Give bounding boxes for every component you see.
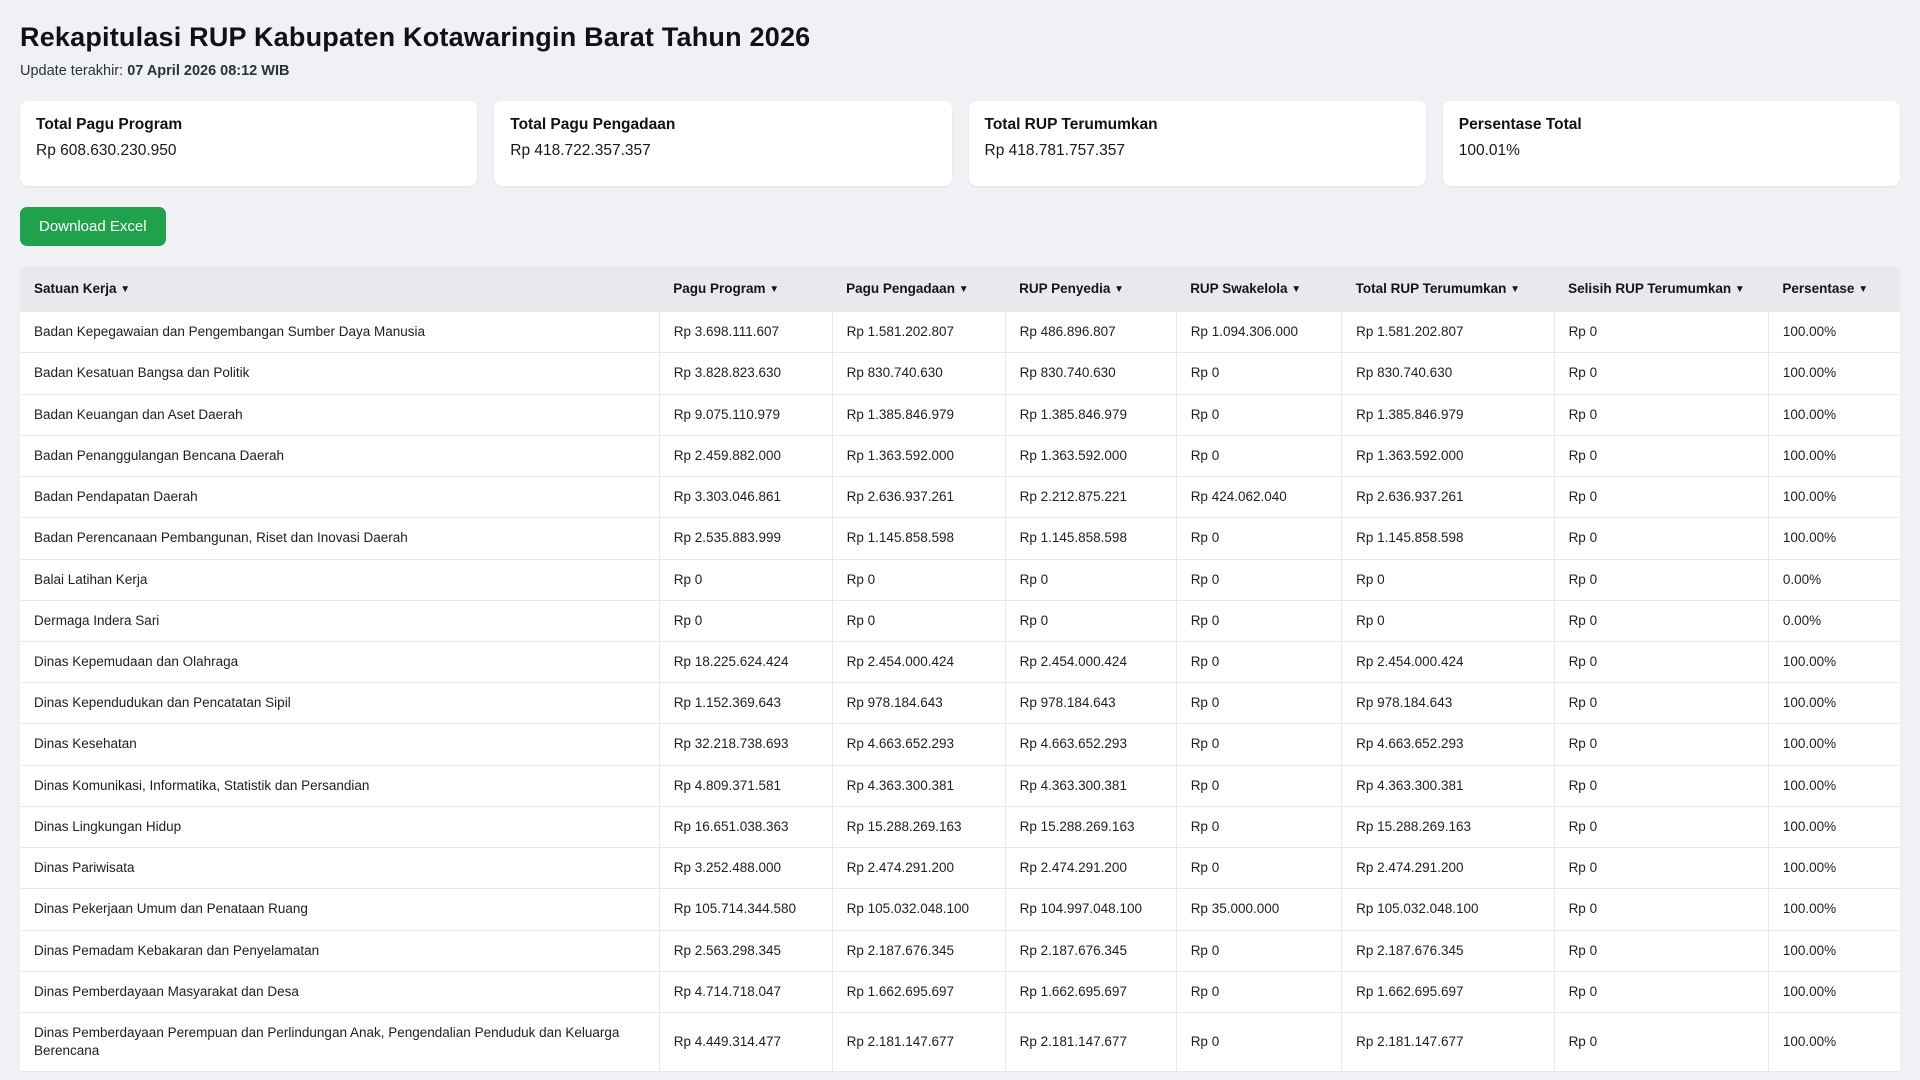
cell-pagu-pengadaan: Rp 4.363.300.381 (832, 765, 1005, 806)
cell-pagu-pengadaan: Rp 1.363.592.000 (832, 435, 1005, 476)
sort-desc-icon: ▼ (120, 284, 131, 295)
cell-total-rup-terumumkan: Rp 2.454.000.424 (1342, 641, 1554, 682)
cell-total-rup-terumumkan: Rp 1.581.202.807 (1342, 312, 1554, 353)
cell-persentase: 100.00% (1768, 518, 1900, 559)
cell-rup-penyedia: Rp 830.740.630 (1005, 353, 1176, 394)
cell-rup-penyedia: Rp 4.663.652.293 (1005, 724, 1176, 765)
table-row (20, 518, 1900, 559)
table-body (20, 312, 1900, 1072)
column-header-pagu-program[interactable] (659, 267, 832, 312)
cell-selisih-rup-terumumkan: Rp 0 (1554, 641, 1768, 682)
cell-selisih-rup-terumumkan: Rp 0 (1554, 559, 1768, 600)
cell-pagu-program: Rp 3.698.111.607 (659, 312, 832, 353)
table-row (20, 435, 1900, 476)
column-header-label: Total RUP Terumumkan (1355, 281, 1511, 296)
cell-rup-penyedia: Rp 2.474.291.200 (1005, 848, 1176, 889)
cell-rup-swakelola: Rp 0 (1176, 806, 1341, 847)
column-header-label: Pagu Program (673, 281, 770, 296)
cell-pagu-program: Rp 0 (659, 559, 832, 600)
cell-rup-swakelola: Rp 0 (1176, 1012, 1341, 1071)
column-header-label: RUP Swakelola (1190, 281, 1292, 296)
cell-pagu-pengadaan: Rp 978.184.643 (832, 683, 1005, 724)
last-update-line (20, 63, 1900, 79)
card-value: 100.01% (1458, 142, 1520, 159)
cell-pagu-program: Rp 4.809.371.581 (659, 765, 832, 806)
card-total-pagu-pengadaan (494, 101, 951, 186)
cell-persentase: 100.00% (1768, 724, 1900, 765)
cell-persentase: 100.00% (1768, 394, 1900, 435)
cell-satuan-kerja: Badan Keuangan dan Aset Daerah (20, 394, 659, 435)
cell-rup-swakelola: Rp 0 (1176, 353, 1341, 394)
cell-total-rup-terumumkan: Rp 2.187.676.345 (1342, 930, 1554, 971)
cell-pagu-program: Rp 4.714.718.047 (659, 971, 832, 1012)
column-header-persentase[interactable] (1768, 267, 1900, 312)
cell-selisih-rup-terumumkan: Rp 0 (1554, 930, 1768, 971)
table-row (20, 559, 1900, 600)
column-header-rup-swakelola[interactable] (1176, 267, 1341, 312)
cell-rup-penyedia: Rp 0 (1005, 559, 1176, 600)
cell-persentase: 0.00% (1768, 559, 1900, 600)
cell-satuan-kerja: Badan Kepegawaian dan Pengembangan Sumber Daya Manusia (20, 312, 659, 353)
card-label: Total Pagu Pengadaan (510, 116, 676, 133)
cell-rup-swakelola: Rp 0 (1176, 641, 1341, 682)
rup-table (20, 267, 1900, 1072)
cell-pagu-pengadaan: Rp 1.145.858.598 (832, 518, 1005, 559)
cell-satuan-kerja: Balai Latihan Kerja (20, 559, 659, 600)
cell-selisih-rup-terumumkan: Rp 0 (1554, 724, 1768, 765)
cell-selisih-rup-terumumkan: Rp 0 (1554, 353, 1768, 394)
cell-selisih-rup-terumumkan: Rp 0 (1554, 518, 1768, 559)
card-value: Rp 418.722.357.357 (510, 142, 651, 159)
column-header-pagu-pengadaan[interactable] (832, 267, 1005, 312)
table-row (20, 971, 1900, 1012)
column-header-selisih-rup-terumumkan[interactable] (1554, 267, 1768, 312)
cell-pagu-pengadaan: Rp 2.187.676.345 (832, 930, 1005, 971)
card-value: Rp 608.630.230.950 (36, 142, 177, 159)
cell-selisih-rup-terumumkan: Rp 0 (1554, 683, 1768, 724)
cell-rup-swakelola: Rp 0 (1176, 600, 1341, 641)
cell-satuan-kerja: Badan Penanggulangan Bencana Daerah (20, 435, 659, 476)
card-persentase-total (1443, 101, 1900, 186)
cell-rup-penyedia: Rp 1.662.695.697 (1005, 971, 1176, 1012)
table-row (20, 353, 1900, 394)
cell-pagu-program: Rp 0 (659, 600, 832, 641)
column-header-label: Satuan Kerja (34, 281, 121, 296)
cell-total-rup-terumumkan: Rp 4.363.300.381 (1342, 765, 1554, 806)
cell-rup-swakelola: Rp 0 (1176, 765, 1341, 806)
cell-pagu-pengadaan: Rp 830.740.630 (832, 353, 1005, 394)
cell-pagu-program: Rp 32.218.738.693 (659, 724, 832, 765)
table-row (20, 1012, 1900, 1071)
cell-rup-penyedia: Rp 2.212.875.221 (1005, 477, 1176, 518)
cell-pagu-program: Rp 2.535.883.999 (659, 518, 832, 559)
cell-selisih-rup-terumumkan: Rp 0 (1554, 394, 1768, 435)
cell-pagu-pengadaan: Rp 1.662.695.697 (832, 971, 1005, 1012)
cell-persentase: 100.00% (1768, 477, 1900, 518)
cell-pagu-pengadaan: Rp 2.636.937.261 (832, 477, 1005, 518)
sort-desc-icon: ▼ (1510, 284, 1521, 295)
cell-rup-penyedia: Rp 4.363.300.381 (1005, 765, 1176, 806)
cell-rup-penyedia: Rp 1.145.858.598 (1005, 518, 1176, 559)
table-row (20, 765, 1900, 806)
column-header-label: Persentase (1782, 281, 1859, 296)
card-total-rup-terumumkan (969, 101, 1426, 186)
cell-rup-penyedia: Rp 1.385.846.979 (1005, 394, 1176, 435)
cell-pagu-pengadaan: Rp 2.454.000.424 (832, 641, 1005, 682)
table-row (20, 724, 1900, 765)
cell-rup-swakelola: Rp 0 (1176, 394, 1341, 435)
sort-desc-icon: ▼ (1734, 284, 1745, 295)
table-row (20, 930, 1900, 971)
cell-rup-swakelola: Rp 1.094.306.000 (1176, 312, 1341, 353)
cell-pagu-pengadaan: Rp 2.474.291.200 (832, 848, 1005, 889)
cell-persentase: 0.00% (1768, 600, 1900, 641)
table-row (20, 477, 1900, 518)
cell-satuan-kerja: Dinas Pariwisata (20, 848, 659, 889)
cell-satuan-kerja: Dinas Komunikasi, Informatika, Statistik dan Persandian (20, 765, 659, 806)
cell-pagu-pengadaan: Rp 1.581.202.807 (832, 312, 1005, 353)
cell-satuan-kerja: Dinas Pekerjaan Umum dan Penataan Ruang (20, 889, 659, 930)
cell-total-rup-terumumkan: Rp 0 (1342, 559, 1554, 600)
table-row (20, 806, 1900, 847)
cell-total-rup-terumumkan: Rp 105.032.048.100 (1342, 889, 1554, 930)
cell-satuan-kerja: Dinas Kependudukan dan Pencatatan Sipil (20, 683, 659, 724)
cell-pagu-program: Rp 16.651.038.363 (659, 806, 832, 847)
cell-pagu-pengadaan: Rp 0 (832, 600, 1005, 641)
cell-selisih-rup-terumumkan: Rp 0 (1554, 971, 1768, 1012)
column-header-label: Pagu Pengadaan (846, 281, 959, 296)
cell-pagu-program: Rp 1.152.369.643 (659, 683, 832, 724)
sort-desc-icon: ▼ (958, 284, 969, 295)
cell-rup-penyedia: Rp 1.363.592.000 (1005, 435, 1176, 476)
cell-persentase: 100.00% (1768, 971, 1900, 1012)
cell-total-rup-terumumkan: Rp 1.385.846.979 (1342, 394, 1554, 435)
cell-selisih-rup-terumumkan: Rp 0 (1554, 889, 1768, 930)
table-row (20, 683, 1900, 724)
sort-desc-icon: ▼ (1858, 284, 1869, 295)
table-row (20, 848, 1900, 889)
cell-rup-swakelola: Rp 0 (1176, 683, 1341, 724)
cell-pagu-program: Rp 3.303.046.861 (659, 477, 832, 518)
cell-persentase: 100.00% (1768, 353, 1900, 394)
table-row (20, 312, 1900, 353)
cell-satuan-kerja: Dinas Pemadam Kebakaran dan Penyelamatan (20, 930, 659, 971)
rup-table-container (20, 267, 1900, 1072)
cell-satuan-kerja: Dinas Kepemudaan dan Olahraga (20, 641, 659, 682)
sort-desc-icon: ▼ (1291, 284, 1302, 295)
card-label: Total Pagu Program (36, 116, 183, 133)
cell-persentase: 100.00% (1768, 1012, 1900, 1071)
cell-persentase: 100.00% (1768, 889, 1900, 930)
cell-satuan-kerja: Dinas Pemberdayaan Perempuan dan Perlindungan Anak, Pengendalian Penduduk dan Keluarga Berencana (20, 1012, 659, 1071)
cell-rup-penyedia: Rp 2.454.000.424 (1005, 641, 1176, 682)
column-header-label: RUP Penyedia (1019, 281, 1115, 296)
cell-total-rup-terumumkan: Rp 2.636.937.261 (1342, 477, 1554, 518)
cell-pagu-program: Rp 2.563.298.345 (659, 930, 832, 971)
cell-pagu-pengadaan: Rp 4.663.652.293 (832, 724, 1005, 765)
sort-desc-icon: ▼ (1114, 284, 1125, 295)
cell-persentase: 100.00% (1768, 848, 1900, 889)
cell-rup-swakelola: Rp 0 (1176, 848, 1341, 889)
cell-rup-penyedia: Rp 2.181.147.677 (1005, 1012, 1176, 1071)
table-row (20, 600, 1900, 641)
cell-pagu-pengadaan: Rp 0 (832, 559, 1005, 600)
cell-rup-penyedia: Rp 0 (1005, 600, 1176, 641)
sort-desc-icon: ▼ (769, 284, 780, 295)
summary-cards (20, 101, 1900, 186)
cell-pagu-pengadaan: Rp 105.032.048.100 (832, 889, 1005, 930)
cell-persentase: 100.00% (1768, 683, 1900, 724)
cell-rup-penyedia: Rp 104.997.048.100 (1005, 889, 1176, 930)
cell-rup-penyedia: Rp 15.288.269.163 (1005, 806, 1176, 847)
cell-rup-swakelola: Rp 0 (1176, 930, 1341, 971)
cell-rup-swakelola: Rp 0 (1176, 518, 1341, 559)
table-row (20, 394, 1900, 435)
cell-persentase: 100.00% (1768, 312, 1900, 353)
page-title: Rekapitulasi RUP Kabupaten Kotawaringin Barat Tahun 2026 (20, 22, 811, 52)
card-label: Persentase Total (1458, 116, 1582, 133)
cell-rup-swakelola: Rp 0 (1176, 971, 1341, 1012)
cell-selisih-rup-terumumkan: Rp 0 (1554, 477, 1768, 518)
table-row (20, 641, 1900, 682)
cell-total-rup-terumumkan: Rp 978.184.643 (1342, 683, 1554, 724)
cell-satuan-kerja: Dinas Lingkungan Hidup (20, 806, 659, 847)
cell-total-rup-terumumkan: Rp 1.363.592.000 (1342, 435, 1554, 476)
cell-total-rup-terumumkan: Rp 2.474.291.200 (1342, 848, 1554, 889)
cell-selisih-rup-terumumkan: Rp 0 (1554, 765, 1768, 806)
column-header-rup-penyedia[interactable] (1005, 267, 1176, 312)
last-update-value: 07 April 2026 08:12 WIB (127, 63, 290, 79)
card-value: Rp 418.781.757.357 (984, 142, 1125, 159)
card-total-pagu-program (20, 101, 477, 186)
cell-pagu-pengadaan: Rp 1.385.846.979 (832, 394, 1005, 435)
cell-satuan-kerja: Badan Kesatuan Bangsa dan Politik (20, 353, 659, 394)
last-update-label: Update terakhir: (20, 63, 124, 79)
card-label: Total RUP Terumumkan (984, 116, 1158, 133)
cell-rup-penyedia: Rp 486.896.807 (1005, 312, 1176, 353)
cell-persentase: 100.00% (1768, 435, 1900, 476)
download-excel-button[interactable]: Download Excel (20, 207, 166, 246)
cell-rup-swakelola: Rp 0 (1176, 559, 1341, 600)
cell-selisih-rup-terumumkan: Rp 0 (1554, 1012, 1768, 1071)
cell-total-rup-terumumkan: Rp 4.663.652.293 (1342, 724, 1554, 765)
cell-total-rup-terumumkan: Rp 830.740.630 (1342, 353, 1554, 394)
cell-pagu-program: Rp 105.714.344.580 (659, 889, 832, 930)
cell-selisih-rup-terumumkan: Rp 0 (1554, 312, 1768, 353)
cell-total-rup-terumumkan: Rp 2.181.147.677 (1342, 1012, 1554, 1071)
cell-persentase: 100.00% (1768, 930, 1900, 971)
cell-selisih-rup-terumumkan: Rp 0 (1554, 435, 1768, 476)
cell-rup-penyedia: Rp 2.187.676.345 (1005, 930, 1176, 971)
cell-pagu-program: Rp 4.449.314.477 (659, 1012, 832, 1071)
table-header-row (20, 267, 1900, 312)
cell-rup-swakelola: Rp 0 (1176, 435, 1341, 476)
cell-rup-swakelola: Rp 35.000.000 (1176, 889, 1341, 930)
column-header-total-rup-terumumkan[interactable] (1342, 267, 1554, 312)
column-header-satuan-kerja[interactable] (20, 267, 659, 312)
cell-pagu-program: Rp 3.828.823.630 (659, 353, 832, 394)
column-header-label: Selisih RUP Terumumkan (1568, 281, 1735, 296)
cell-satuan-kerja: Badan Pendapatan Daerah (20, 477, 659, 518)
table-row (20, 889, 1900, 930)
cell-rup-swakelola: Rp 0 (1176, 724, 1341, 765)
cell-total-rup-terumumkan: Rp 15.288.269.163 (1342, 806, 1554, 847)
cell-rup-penyedia: Rp 978.184.643 (1005, 683, 1176, 724)
cell-persentase: 100.00% (1768, 806, 1900, 847)
cell-pagu-program: Rp 2.459.882.000 (659, 435, 832, 476)
cell-selisih-rup-terumumkan: Rp 0 (1554, 600, 1768, 641)
cell-pagu-pengadaan: Rp 15.288.269.163 (832, 806, 1005, 847)
cell-satuan-kerja: Dinas Kesehatan (20, 724, 659, 765)
cell-satuan-kerja: Dinas Pemberdayaan Masyarakat dan Desa (20, 971, 659, 1012)
cell-pagu-program: Rp 9.075.110.979 (659, 394, 832, 435)
cell-pagu-program: Rp 3.252.488.000 (659, 848, 832, 889)
cell-pagu-program: Rp 18.225.624.424 (659, 641, 832, 682)
cell-persentase: 100.00% (1768, 765, 1900, 806)
cell-total-rup-terumumkan: Rp 1.662.695.697 (1342, 971, 1554, 1012)
cell-pagu-pengadaan: Rp 2.181.147.677 (832, 1012, 1005, 1071)
cell-total-rup-terumumkan: Rp 1.145.858.598 (1342, 518, 1554, 559)
cell-rup-swakelola: Rp 424.062.040 (1176, 477, 1341, 518)
cell-selisih-rup-terumumkan: Rp 0 (1554, 806, 1768, 847)
cell-total-rup-terumumkan: Rp 0 (1342, 600, 1554, 641)
cell-satuan-kerja: Dermaga Indera Sari (20, 600, 659, 641)
cell-persentase: 100.00% (1768, 641, 1900, 682)
cell-selisih-rup-terumumkan: Rp 0 (1554, 848, 1768, 889)
cell-satuan-kerja: Badan Perencanaan Pembangunan, Riset dan Inovasi Daerah (20, 518, 659, 559)
